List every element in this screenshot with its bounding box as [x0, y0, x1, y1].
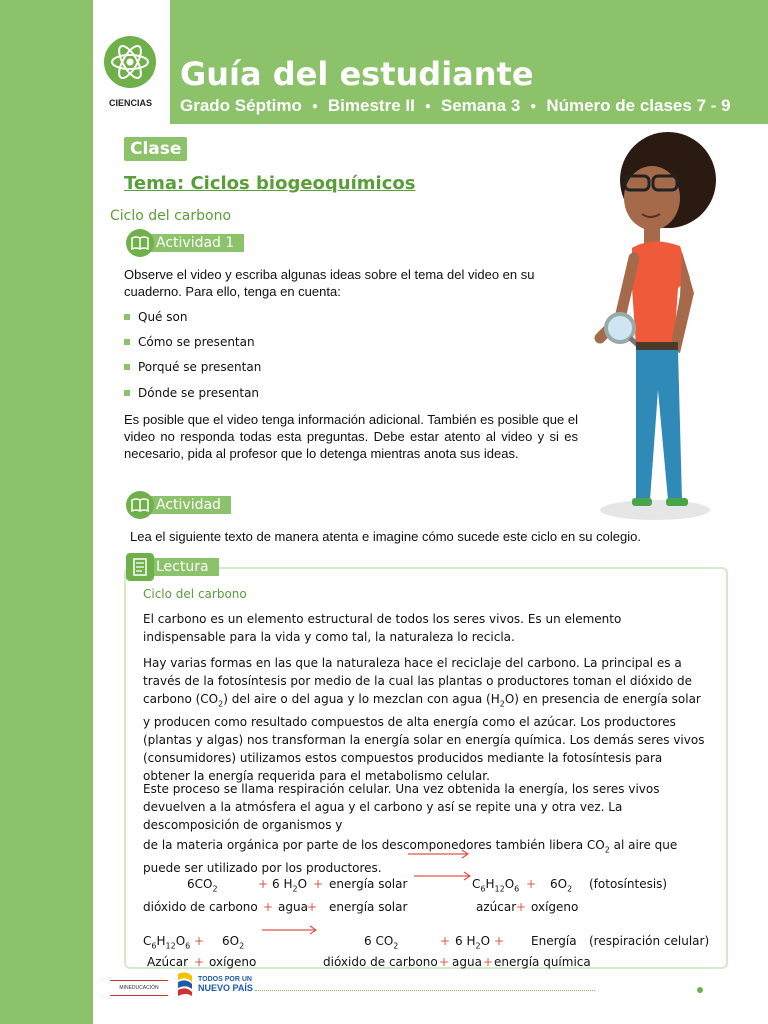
grade-label: Grado Séptimo	[180, 96, 302, 115]
reaction-arrow-icon	[404, 848, 476, 886]
book-icon	[126, 229, 154, 257]
eq-plus: +	[258, 877, 269, 891]
book-icon	[126, 491, 154, 519]
eq-resp-glucose: $C_6H_{12}O_6$	[143, 934, 191, 951]
week-label: Semana 3	[440, 96, 521, 115]
activity2-instruction: Lea el siguiente texto de manera atenta e imagine cómo sucede este ciclo en su colegio.	[130, 529, 641, 544]
eq-resp-o2: $6O_2$	[222, 934, 245, 951]
eq-resp-name-co2: dióxido de carbono	[323, 955, 438, 969]
bullet-square-icon	[124, 364, 130, 370]
bullet-square-icon	[124, 314, 130, 320]
section-title: Ciclo del carbono	[110, 208, 232, 224]
eq-plus: +	[440, 934, 451, 948]
eq-resp-name-h2o: agua	[452, 955, 482, 969]
bullet-dot-icon: ●	[311, 100, 318, 112]
activity1-label: Actividad 1	[148, 234, 244, 252]
eq-plus: +	[194, 955, 205, 969]
eq-resp-name-energy: energía química	[494, 955, 591, 969]
list-item: Porqué se presentan	[124, 360, 261, 374]
eq-photo-o2: $6O_2$	[550, 877, 573, 894]
eq-photo-name-o2: oxígeno	[531, 900, 579, 914]
reading-paragraph-2: Hay varias formas en las que la naturaleza hace el reciclaje del carbono. La principal es a través de la fotosíntesis por medio de la cual las plantas o productores toman el dióxido de carbono $(CO_2)$ del aire o del agua y lo mezclan con agua $(H_2O)$ en presencia de energía solar y producen como resultado compuestos de alta energía como el azúcar. Los productores (plantas y algas) nos transforman la energía solar en energía química. Los demás seres vivos (consumidores) utilizamos estos compuestos producidos mediante la fotosíntesis para obtener la energía requerida para el metabolismo celular.	[143, 656, 705, 784]
eq-resp-name-sugar: Azúcar	[147, 955, 188, 969]
bullet-dot-icon: ●	[530, 100, 537, 112]
eq-resp-label: (respiración celular)	[589, 934, 710, 948]
student-illustration	[570, 128, 730, 528]
left-green-strip	[0, 0, 93, 1024]
eq-plus: +	[494, 934, 505, 948]
reading-title: Ciclo del carbono	[143, 587, 247, 601]
list-item: Cómo se presentan	[124, 335, 255, 349]
class-badge: Clase	[124, 137, 187, 161]
eq-photo-co2: $6CO_2$	[187, 877, 218, 894]
bullet-dot-icon: ●	[424, 100, 431, 112]
eq-photo-glucose: $C_6H_{12}O_6$	[472, 877, 520, 894]
eq-resp-name-o2: oxígeno	[209, 955, 257, 969]
bullet-square-icon	[124, 339, 130, 345]
eq-plus: +	[526, 877, 537, 891]
eq-plus: +	[194, 934, 205, 948]
eq-plus: +	[516, 900, 527, 914]
colombia-flag-icon	[176, 970, 194, 998]
mineducacion-logo: MINEDUCACIÓN	[110, 980, 168, 996]
subject-label: CIENCIAS	[109, 98, 153, 108]
eq-photo-name-h2o: agua	[278, 900, 308, 914]
eq-photo-energy: energía solar	[329, 877, 408, 891]
reading-badge	[126, 553, 219, 581]
footer-divider	[255, 990, 595, 991]
eq-resp-h2o: 6 $H_2O$	[455, 934, 491, 951]
eq-plus: +	[263, 900, 274, 914]
eq-resp-energy: Energía	[531, 934, 577, 948]
header-subline	[180, 96, 731, 116]
nuevo-pais-logo: TODOS POR UN NUEVO PAÍS	[176, 970, 253, 998]
eq-photo-name-co2: dióxido de carbono	[143, 900, 258, 914]
eq-plus: +	[307, 900, 318, 914]
eq-photo-label: (fotosíntesis)	[589, 877, 668, 891]
reading-label: Lectura	[148, 558, 219, 576]
page-title: Guía del estudiante	[180, 55, 534, 93]
reading-paragraph-1: El carbono es un elemento estructural de todos los seres vivos. Es un elemento indispensable para la vida y como tal, la naturaleza lo recicla.	[143, 612, 622, 644]
page-dot-icon	[697, 987, 703, 993]
atom-icon	[104, 36, 156, 88]
bullet-square-icon	[124, 390, 130, 396]
classes-label: Número de clases 7 - 9	[546, 96, 731, 115]
activity1-badge	[126, 229, 244, 257]
reaction-arrow-icon	[258, 924, 322, 936]
list-item: Qué son	[124, 310, 187, 324]
list-item: Dónde se presentan	[124, 386, 259, 400]
activity1-intro: Observe el video y escriba algunas ideas sobre el tema del video en su cuaderno. Para ello, tenga en cuenta:	[124, 267, 535, 299]
eq-photo-name-sugar: azúcar	[476, 900, 517, 914]
activity2-badge	[126, 491, 231, 519]
eq-plus: +	[439, 955, 450, 969]
reading-paragraph-4: de la materia orgánica por parte de los descomponedores también libera $CO_2$ al aire que puede ser utilizado por los productores.	[143, 838, 678, 876]
document-icon	[126, 553, 154, 581]
bimester-label: Bimestre II	[327, 96, 415, 115]
reading-paragraph-3: Este proceso se llama respiración celular. Una vez obtenida la energía, los seres vivos devuelven a la atmósfera el agua y el carbono y así se repite una y otra vez. La descomposición de organismos y	[143, 782, 660, 832]
activity2-label: Actividad	[148, 496, 231, 514]
eq-resp-co2: 6 $CO_2$	[364, 934, 399, 951]
eq-plus: +	[313, 877, 324, 891]
eq-photo-name-energy: energía solar	[329, 900, 408, 914]
eq-photo-h2o: 6 $H_2O$	[272, 877, 308, 894]
activity1-note: Es posible que el video tenga información adicional. También es posible que el video no responda todas esta preguntas. Debe estar atento al video y si es necesario, pida al profesor que lo detenga mientras anota sus ideas.	[124, 412, 578, 461]
topic-title: Tema: Ciclos biogeoquímicos	[124, 173, 416, 194]
eq-plus: +	[483, 955, 494, 969]
